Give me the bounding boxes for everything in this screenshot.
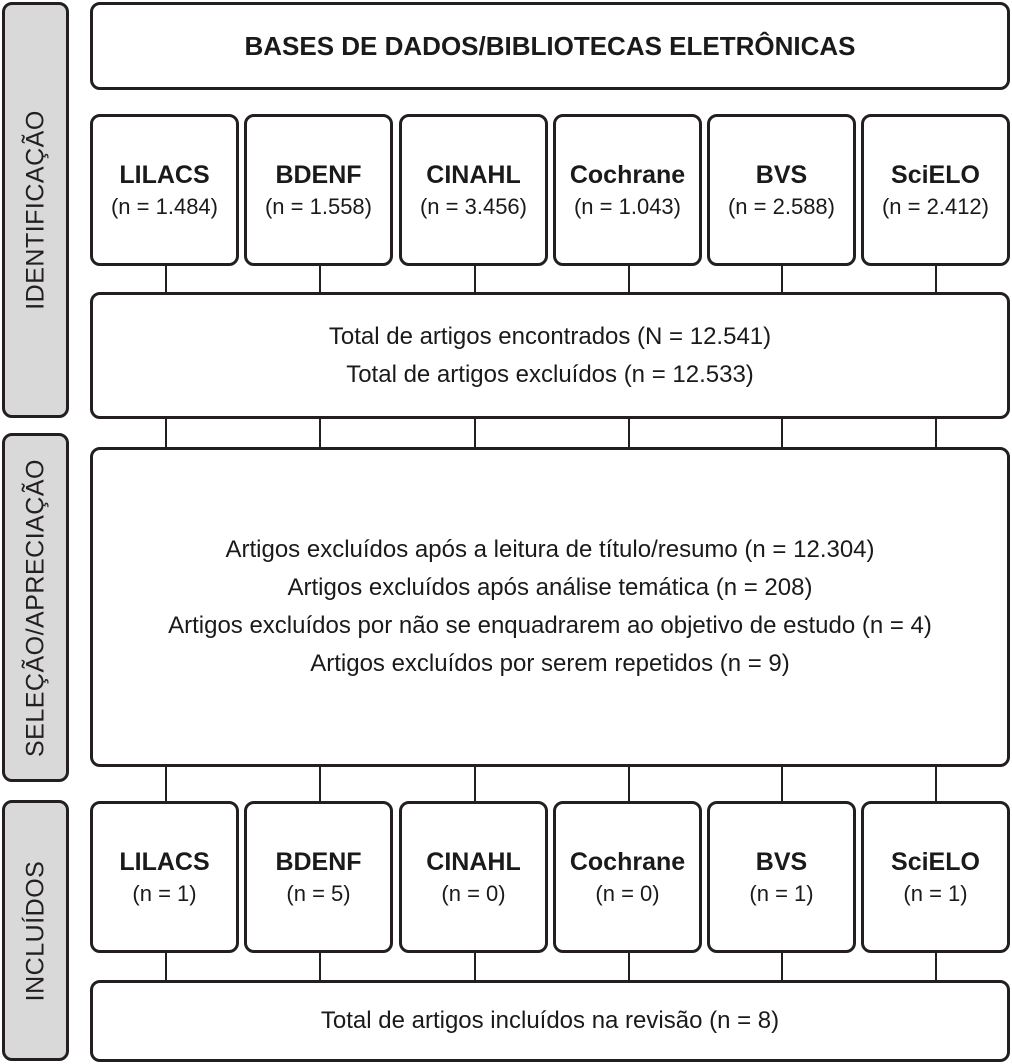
exclusion-line: Artigos excluídos após a leitura de título/resumo (n = 12.304) xyxy=(225,536,875,563)
database-count: (n = 1.558) xyxy=(264,194,372,219)
included-box-bvs xyxy=(707,801,856,953)
database-count: (n = 3.456) xyxy=(419,194,527,219)
connector-line xyxy=(628,763,630,805)
connector-line xyxy=(319,415,321,451)
database-count: (n = 2.412) xyxy=(881,194,989,219)
connector-line xyxy=(319,948,321,984)
database-name: BDENF xyxy=(275,848,362,876)
database-name: SciELO xyxy=(891,161,980,189)
connector-line xyxy=(628,415,630,451)
connector-line xyxy=(781,415,783,451)
database-name: Cochrane xyxy=(569,161,686,189)
phase-label-identification xyxy=(2,2,69,418)
included-box-lilacs xyxy=(90,801,239,953)
connector-line xyxy=(935,415,937,451)
connector-line xyxy=(628,948,630,984)
database-name: LILACS xyxy=(119,161,210,189)
database-count: (n = 0) xyxy=(595,881,660,906)
connector-line xyxy=(474,415,476,451)
connector-line xyxy=(935,763,937,805)
connector-line xyxy=(935,948,937,984)
database-name: SciELO xyxy=(891,848,980,876)
database-count: (n = 5) xyxy=(286,881,351,906)
exclusion-line: Artigos excluídos por não se enquadrarem ao objetivo de estudo (n = 4) xyxy=(168,612,932,639)
database-name: CINAHL xyxy=(426,848,521,876)
connector-line xyxy=(165,948,167,984)
database-name: LILACS xyxy=(119,848,210,876)
exclusions-box xyxy=(90,447,1010,767)
included-box-cochrane xyxy=(553,801,702,953)
included-box-bdenf xyxy=(244,801,393,953)
database-name: Cochrane xyxy=(569,848,686,876)
exclusion-line: Artigos excluídos após análise temática (n = 208) xyxy=(287,574,813,601)
database-count: (n = 1.484) xyxy=(110,194,218,219)
header-title: BASES DE DADOS/BIBLIOTECAS ELETRÔNICAS xyxy=(244,30,856,61)
database-name: CINAHL xyxy=(426,161,521,189)
database-box-bdenf xyxy=(244,114,393,266)
totals-box xyxy=(90,292,1010,419)
database-box-cinahl xyxy=(399,114,548,266)
database-count: (n = 1.043) xyxy=(573,194,681,219)
total-excluded-text: Total de artigos excluídos (n = 12.533) xyxy=(346,360,754,388)
connector-line xyxy=(474,763,476,805)
database-name: BDENF xyxy=(275,161,362,189)
database-name: BVS xyxy=(755,161,808,189)
final-total-box xyxy=(90,980,1010,1062)
database-count: (n = 2.588) xyxy=(727,194,835,219)
phase-included-text: INCLUÍDOS xyxy=(21,860,49,1001)
database-box-bvs xyxy=(707,114,856,266)
database-box-scielo xyxy=(861,114,1010,266)
included-box-scielo xyxy=(861,801,1010,953)
database-box-cochrane xyxy=(553,114,702,266)
included-box-cinahl xyxy=(399,801,548,953)
connector-line xyxy=(165,415,167,451)
connector-line xyxy=(474,948,476,984)
database-count: (n = 0) xyxy=(441,881,506,906)
database-name: BVS xyxy=(755,848,808,876)
phase-label-included xyxy=(2,800,69,1061)
total-found-text: Total de artigos encontrados (N = 12.541) xyxy=(328,322,772,350)
database-count: (n = 1) xyxy=(903,881,968,906)
header-box xyxy=(90,2,1010,90)
final-total-text: Total de artigos incluídos na revisão (n = 8) xyxy=(320,1007,780,1034)
phase-label-selection xyxy=(2,433,69,782)
database-box-lilacs xyxy=(90,114,239,266)
phase-identification-text: IDENTIFICAÇÃO xyxy=(21,110,49,310)
connector-line xyxy=(319,763,321,805)
connector-line xyxy=(165,763,167,805)
connector-line xyxy=(781,948,783,984)
connector-line xyxy=(781,763,783,805)
exclusion-line: Artigos excluídos por serem repetidos (n = 9) xyxy=(310,650,790,677)
phase-selection-text: SELEÇÃO/APRECIAÇÃO xyxy=(21,458,49,757)
database-count: (n = 1) xyxy=(132,881,197,906)
database-count: (n = 1) xyxy=(749,881,814,906)
